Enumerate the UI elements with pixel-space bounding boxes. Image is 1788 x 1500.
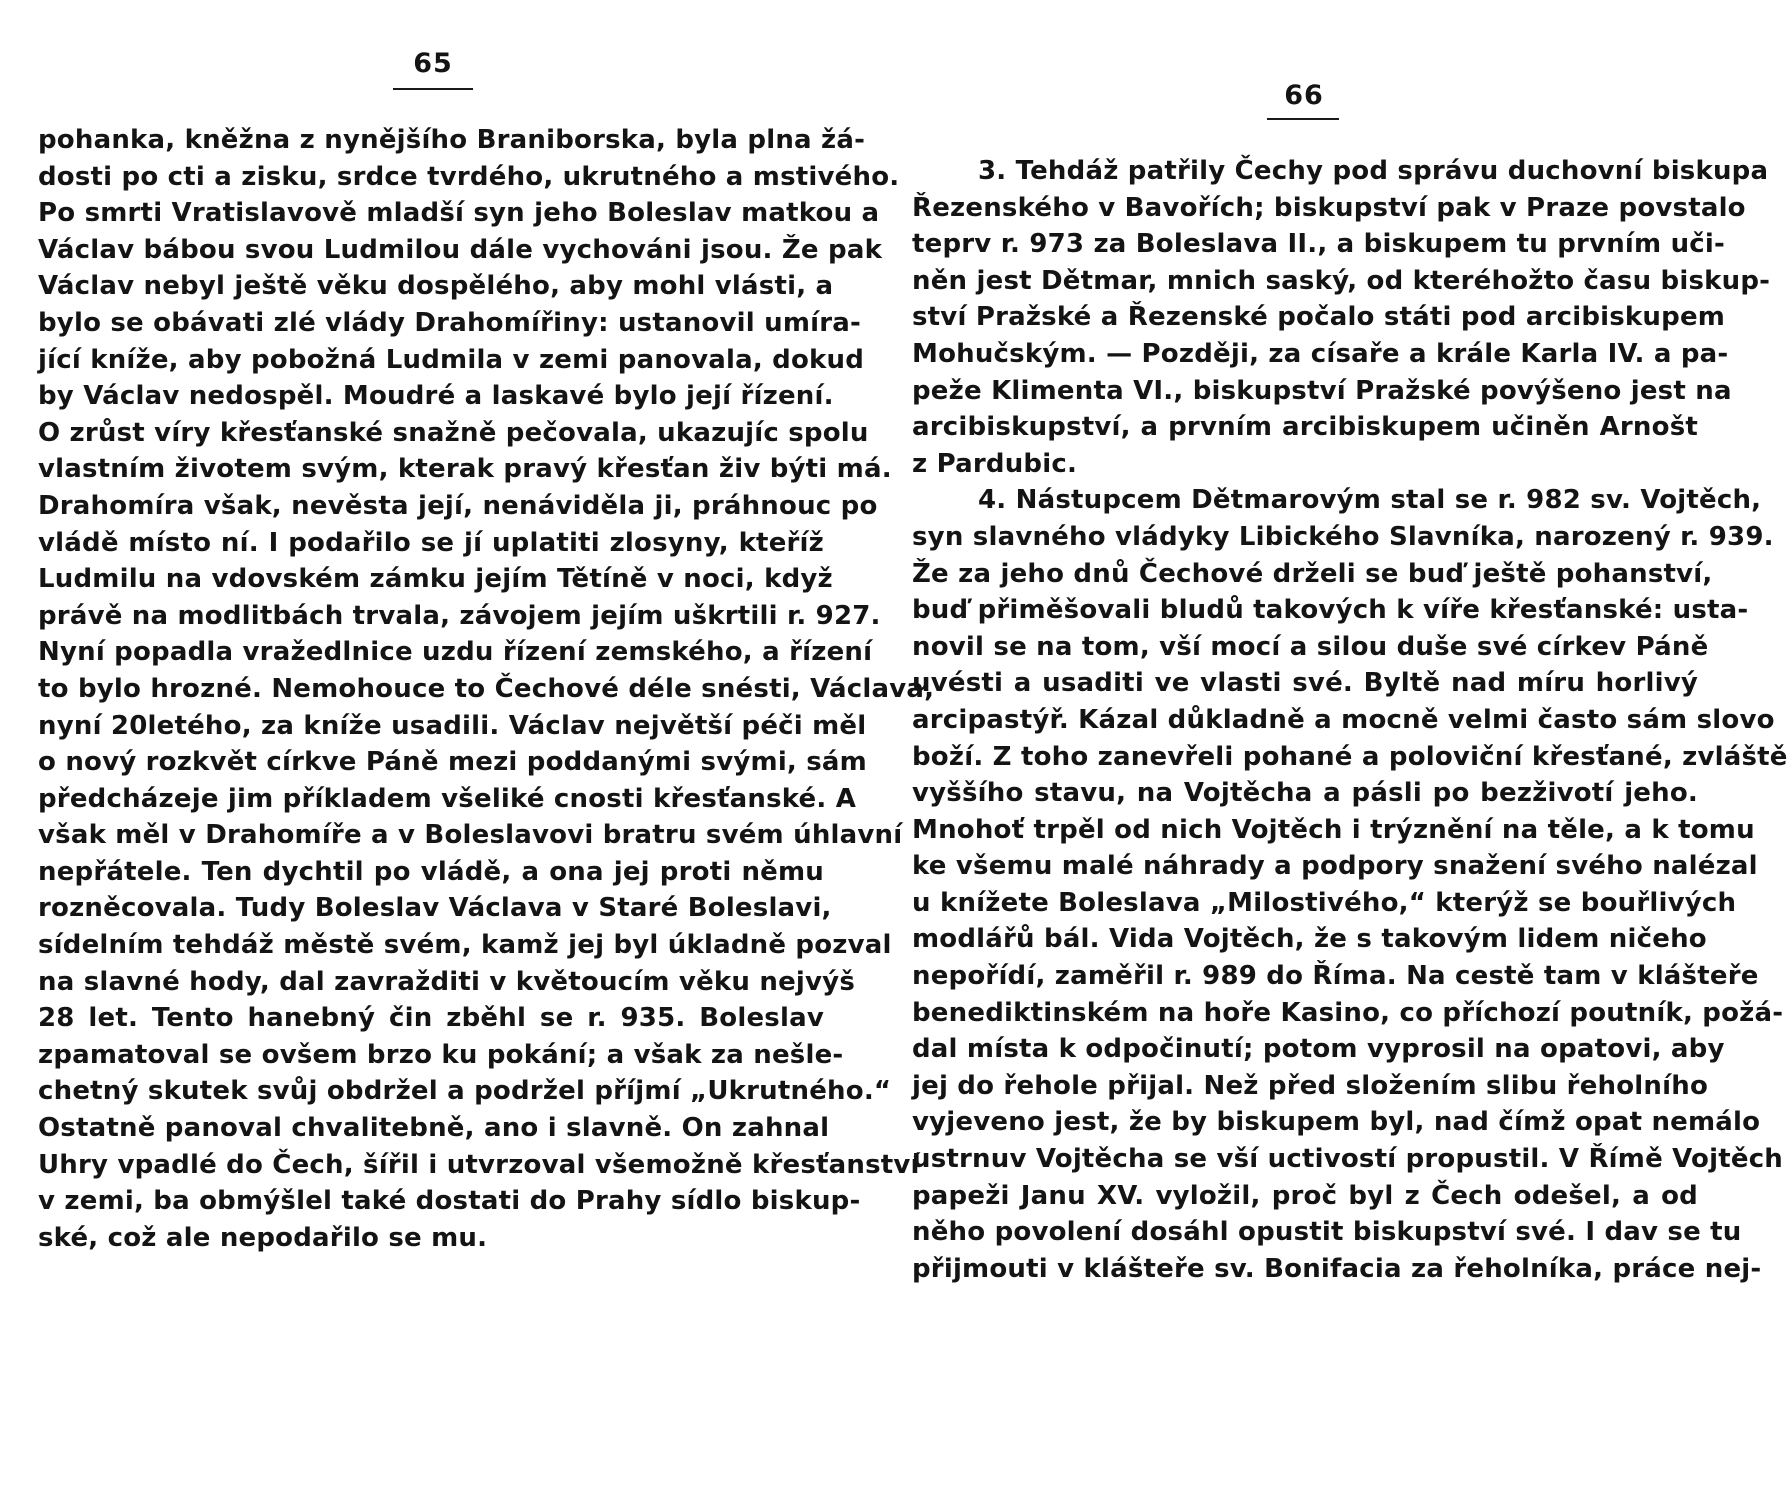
text-line: jící kníže, aby pobožná Ludmila v zemi panovala, dokud [38, 344, 865, 375]
text-line: pohanka, kněžna z nynějšího Braniborska, byla plna žá- [38, 125, 866, 155]
text-line: Ludmilu na vdovském zámku jejím Tětíně v noci, když [38, 564, 833, 595]
text-line: 28 let. Tento hanebný čin zběhl se r. 935. Boleslav [38, 1003, 824, 1034]
text-line: 3. Tehdáž patřily Čechy pod správu duchovní biskupa [978, 156, 1769, 186]
text-line: Že za jeho dnů Čechové drželi se buď ještě pohanství, [912, 558, 1713, 589]
text-line: bylo se obávati zlé vlády Drahomířiny: ustanovil umíra- [38, 307, 861, 338]
text-line: ské, což ale nepodařilo se mu. [38, 1222, 488, 1253]
page-number-right: 66 [1284, 80, 1324, 111]
text-line: Drahomíra však, nevěsta její, nenáviděla ji, práhnouc po [38, 490, 878, 521]
text-line: vlastním životem svým, kterak pravý křesťan živ býti má. [38, 454, 892, 485]
text-line: novil se na tom, vší mocí a silou duše své církev Páně [912, 631, 1709, 662]
text-line: O zrůst víry křesťanské snažně pečovala, ukazujíc spolu [38, 417, 869, 448]
text-line: dal místa k odpočinutí; potom vyprosil na opatovi, aby [912, 1034, 1725, 1065]
text-line: chetný skutek svůj obdržel a podržel příjmí „Ukrutného.“ [38, 1076, 892, 1107]
text-line: dosti po cti a zisku, srdce tvrdého, ukrutného a mstivého. [38, 161, 900, 192]
text-line: Nyní popadla vražedlnice uzdu řízení zemského, a řízení [38, 637, 873, 668]
text-line: rozněcovala. Tudy Boleslav Václava v Staré Boleslavi, [38, 893, 832, 924]
text-line: 4. Nástupcem Dětmarovým stal se r. 982 sv. Vojtěch, [978, 485, 1762, 516]
text-line: buď přiměšovali bludů takových k víře křesťanské: usta- [912, 595, 1749, 626]
text-line: ustrnuv Vojtěcha se vší uctivostí propustil. V Římě Vojtěch [912, 1144, 1784, 1175]
text-line: Mnohoť trpěl od nich Vojtěch i trýznění na těle, a k tomu [912, 814, 1755, 845]
text-line: Mohučským. — Později, za císaře a krále Karla IV. a pa- [912, 338, 1729, 369]
text-line: Po smrti Vratislavově mladší syn jeho Boleslav matkou a [38, 198, 880, 229]
text-line: teprv r. 973 za Boleslava II., a biskupem tu prvním uči- [912, 229, 1725, 260]
text-line: nepořídí, zaměřil r. 989 do Říma. Na cestě tam v klášteře [912, 961, 1759, 992]
text-line: vyššího stavu, na Vojtěcha a pásli po bezživotí jeho. [912, 778, 1698, 809]
text-line: Václav nebyl ještě věku dospělého, aby mohl vlásti, a [38, 271, 834, 302]
text-line: zpamatoval se ovšem brzo ku pokání; a však za nešle- [38, 1039, 844, 1070]
text-line: sídelním tehdáž městě svém, kamž jej byl úkladně pozval [38, 930, 892, 961]
text-line: předcházeje jim příkladem všeliké cnosti křesťanské. A [38, 783, 857, 814]
text-line: uvésti a usaditi ve vlasti své. Byltě nad míru horlivý [912, 668, 1698, 699]
text-line: ství Pražské a Řezenské počalo státi pod arcibiskupem [912, 302, 1726, 333]
text-line: něn jest Dětmar, mnich saský, od kteréhožto času biskup- [912, 265, 1771, 296]
text-line: o nový rozkvět církve Páně mezi poddanými svými, sám [38, 747, 867, 778]
text-line: arcipastýř. Kázal důkladně a mocně velmi často sám slovo [912, 704, 1775, 735]
text-line: to bylo hrozné. Nemohouce to Čechové déle snésti, Václava, [38, 673, 935, 704]
page-number-left: 65 [413, 48, 453, 79]
left-page-text [38, 122, 935, 1256]
text-line: nyní 20letého, za kníže usadili. Václav největší péči měl [38, 710, 867, 741]
text-line: arcibiskupství, a prvním arcibiskupem učiněn Arnošt [912, 412, 1698, 443]
text-line: vyjeveno jest, že by biskupem byl, nad čímž opat nemálo [912, 1107, 1761, 1138]
text-line: modlářů bál. Vida Vojtěch, že s takovým lidem ničeho [912, 924, 1707, 955]
text-line: Řezenského v Bavořích; biskupství pak v Praze povstalo [912, 192, 1746, 223]
text-line: benediktinském na hoře Kasino, co příchozí poutník, požá- [912, 997, 1784, 1028]
text-line: Uhry vpadlé do Čech, šířil i utvrzoval všemožně křesťanství [38, 1149, 920, 1180]
text-line: však měl v Drahomíře a v Boleslavovi bratru svém úhlavní [38, 820, 903, 851]
text-line: právě na modlitbách trvala, závojem jejím uškrtili r. 927. [38, 600, 881, 631]
text-line: něho povolení dosáhl opustit biskupství své. I dav se tu [912, 1217, 1742, 1248]
text-line: peže Klimenta VI., biskupství Pražské povýšeno jest na [912, 375, 1732, 406]
right-page-text [912, 153, 1788, 1287]
page-number-rule-left [393, 88, 473, 90]
text-line: jej do řehole přijal. Než před složením slibu řeholního [912, 1070, 1709, 1101]
text-line: ke všemu malé náhrady a podpory snažení svého nalézal [912, 851, 1758, 882]
page-number-rule-right [1267, 118, 1339, 120]
text-line: by Václav nedospěl. Moudré a laskavé bylo její řízení. [38, 381, 834, 412]
text-line: syn slavného vládyky Libického Slavníka, narozený r. 939. [912, 521, 1774, 552]
text-line: papeži Janu XV. vyložil, proč byl z Čech odešel, a od [912, 1180, 1698, 1211]
text-line: vládě místo ní. I podařilo se jí uplatiti zlosyny, kteříž [38, 527, 824, 558]
text-line: Václav bábou svou Ludmilou dále vychováni jsou. Že pak [38, 234, 883, 265]
text-line: přijmouti v klášteře sv. Bonifacia za řeholníka, práce nej- [912, 1253, 1762, 1284]
text-line: v zemi, ba obmýšlel také dostati do Prahy sídlo biskup- [38, 1186, 861, 1217]
text-line: boží. Z toho zanevřeli pohané a poloviční křesťané, zvláště [912, 741, 1788, 772]
text-line: z Pardubic. [912, 448, 1078, 479]
text-line: nepřátele. Ten dychtil po vládě, a ona jej proti němu [38, 856, 824, 887]
text-line: na slavné hody, dal zavražditi v květoucím věku nejvýš [38, 966, 855, 997]
text-line: Ostatně panoval chvalitebně, ano i slavně. On zahnal [38, 1113, 830, 1144]
text-line: u knížete Boleslava „Milostivého,“ kterýž se bouřlivých [912, 887, 1737, 918]
